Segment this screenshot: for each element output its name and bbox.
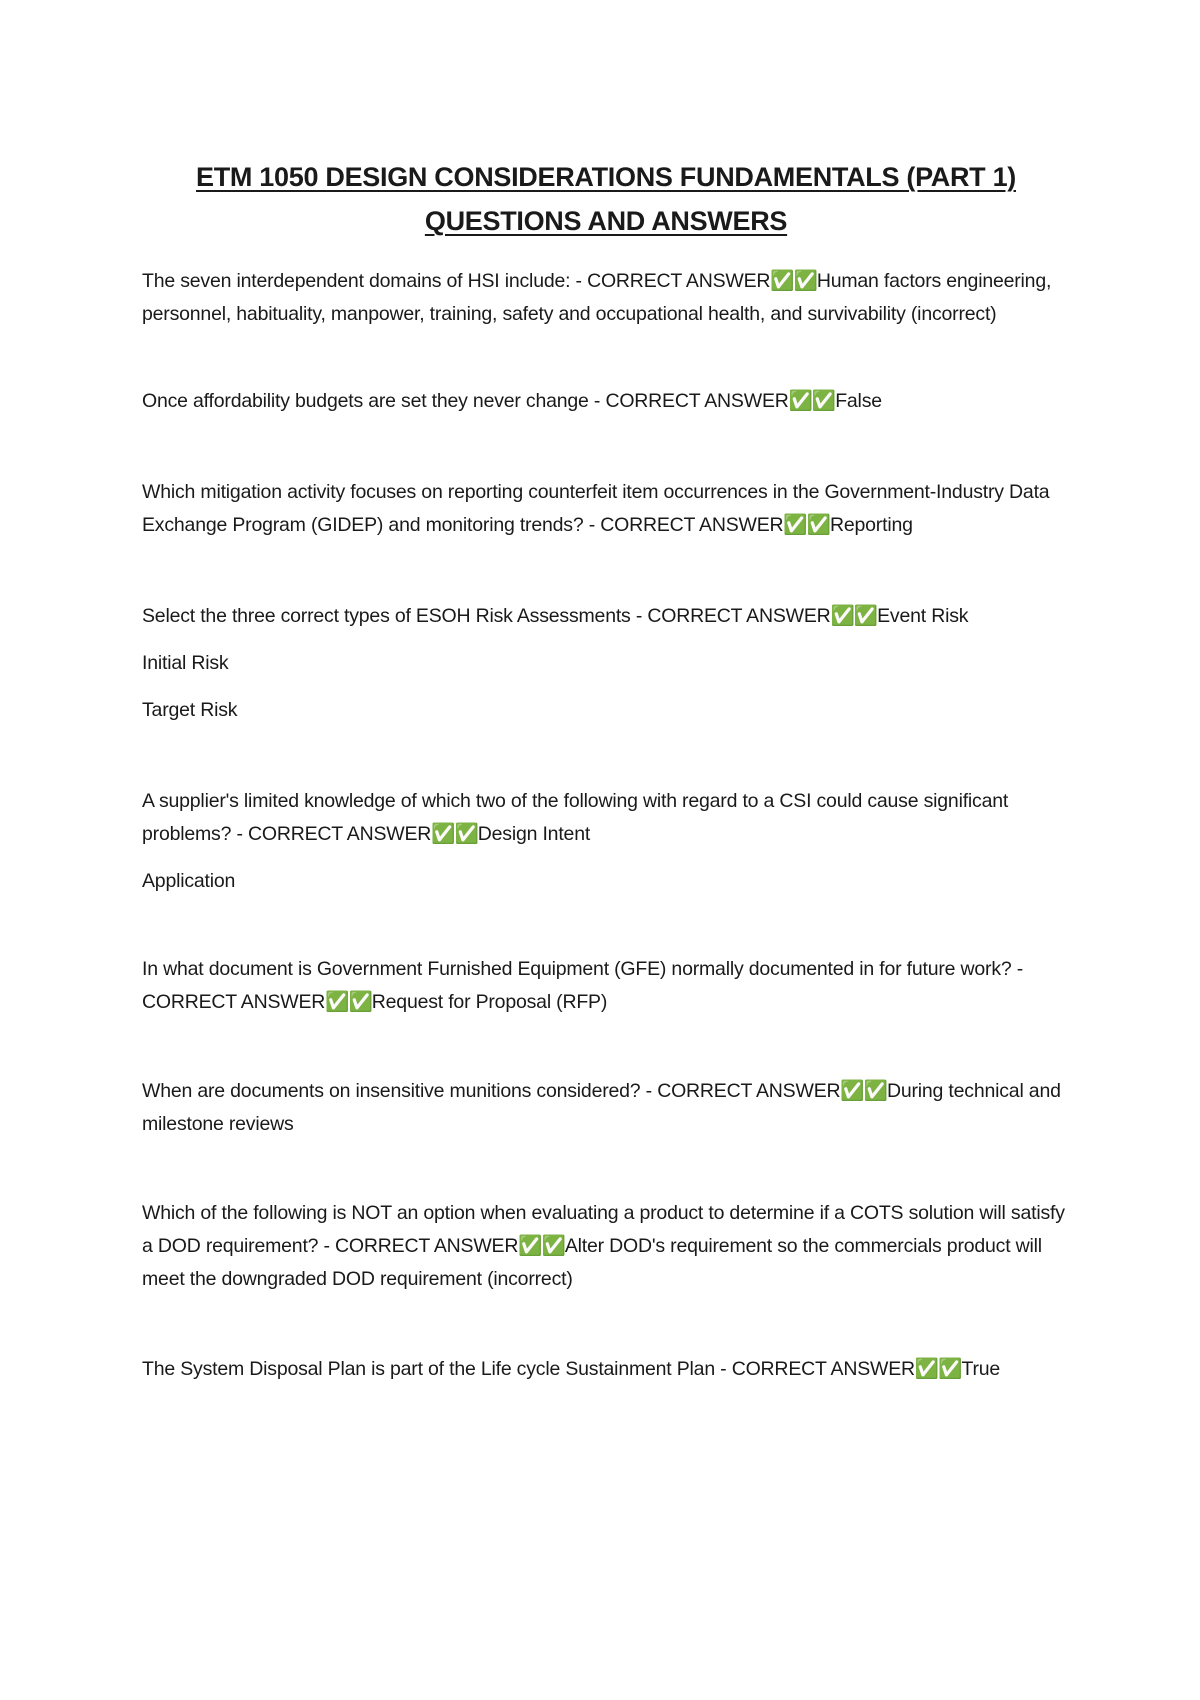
qa-text (142, 1353, 1070, 1386)
qa-text (142, 1197, 1070, 1296)
correct-answer-marker: CORRECT ANSWER (731, 1358, 915, 1380)
answer-extra: Initial Risk (142, 652, 229, 674)
qa-text (142, 476, 1070, 542)
check-icon: ✅✅ (783, 514, 830, 536)
qa-item (142, 953, 1070, 1019)
qa-text (142, 600, 1070, 633)
answer-text: Alter DOD's requirement so the commercials product will meet the downgraded DOD requirement (incorrect) (142, 1235, 1042, 1290)
correct-answer-marker: CORRECT ANSWER (247, 823, 432, 845)
check-icon: ✅✅ (431, 823, 478, 845)
correct-answer-marker: CORRECT ANSWER (142, 991, 326, 1013)
correct-answer-marker: CORRECT ANSWER (335, 1235, 519, 1257)
answer-text: Event Risk (877, 605, 969, 627)
qa-item (142, 785, 1070, 898)
correct-answer-marker: CORRECT ANSWER (647, 605, 831, 627)
check-icon: ✅✅ (840, 1080, 887, 1102)
answer-text: Reporting (829, 514, 913, 536)
check-icon: ✅✅ (830, 605, 878, 627)
correct-answer-marker: CORRECT ANSWER (600, 514, 784, 536)
qa-text (142, 785, 1070, 851)
correct-answer-marker: CORRECT ANSWER (657, 1080, 841, 1102)
check-icon: ✅✅ (788, 390, 836, 412)
qa-item (142, 1075, 1070, 1141)
check-icon: ✅✅ (325, 991, 372, 1013)
check-icon: ✅✅ (914, 1358, 962, 1380)
qa-item (142, 600, 1070, 727)
answer-text: False (835, 390, 882, 412)
question-text: In what document is Government Furnished Equipment (GFE) normally documented in for future work? - (142, 958, 1024, 980)
question-text: Which mitigation activity focuses on reporting counterfeit item occurrences in the Government-Industry Data Exchange Program (GIDEP) and monitoring trends? - (142, 481, 1050, 536)
qa-item (142, 1197, 1070, 1296)
question-text: The seven interdependent domains of HSI include: - (142, 270, 588, 292)
answer-text: Design Intent (477, 823, 591, 845)
question-text: Select the three correct types of ESOH Risk Assessments - (142, 605, 648, 627)
qa-text (142, 953, 1070, 1019)
qa-item (142, 1353, 1070, 1386)
qa-text (142, 265, 1070, 331)
qa-text (142, 385, 1070, 418)
check-icon: ✅✅ (518, 1235, 565, 1257)
qa-text (142, 1075, 1070, 1141)
answer-text: Request for Proposal (RFP) (371, 991, 608, 1013)
correct-answer-marker: CORRECT ANSWER (587, 270, 771, 292)
title-line-2: QUESTIONS AND ANSWERS (424, 206, 788, 236)
qa-item (142, 265, 1070, 331)
check-icon: ✅✅ (770, 270, 817, 292)
answer-text: During technical and milestone reviews (142, 1080, 1061, 1135)
question-text: When are documents on insensitive munitions considered? - (142, 1080, 658, 1102)
question-text: Once affordability budgets are set they never change - (142, 390, 606, 412)
document-title (142, 155, 1070, 243)
answer-text: True (961, 1358, 1001, 1380)
answer-extra: Target Risk (142, 699, 238, 721)
answer-text: Human factors engineering, personnel, habituality, manpower, training, safety and occupational health, and survivability (incorrect) (142, 270, 1052, 325)
question-text: The System Disposal Plan is part of the Life cycle Sustainment Plan - (142, 1358, 732, 1380)
correct-answer-marker: CORRECT ANSWER (605, 390, 789, 412)
question-text: A supplier's limited knowledge of which two of the following with regard to a CSI could cause significant problems? - (142, 790, 1009, 845)
qa-item (142, 476, 1070, 542)
qa-item (142, 385, 1070, 418)
title-line-1: ETM 1050 DESIGN CONSIDERATIONS FUNDAMENTALS (PART 1) (196, 162, 1016, 192)
answer-extra: Application (142, 870, 236, 892)
qa-list (142, 265, 1070, 1386)
question-text: Which of the following is NOT an option when evaluating a product to determine if a COTS solution will satisfy a DOD requirement? - (142, 1202, 1065, 1257)
